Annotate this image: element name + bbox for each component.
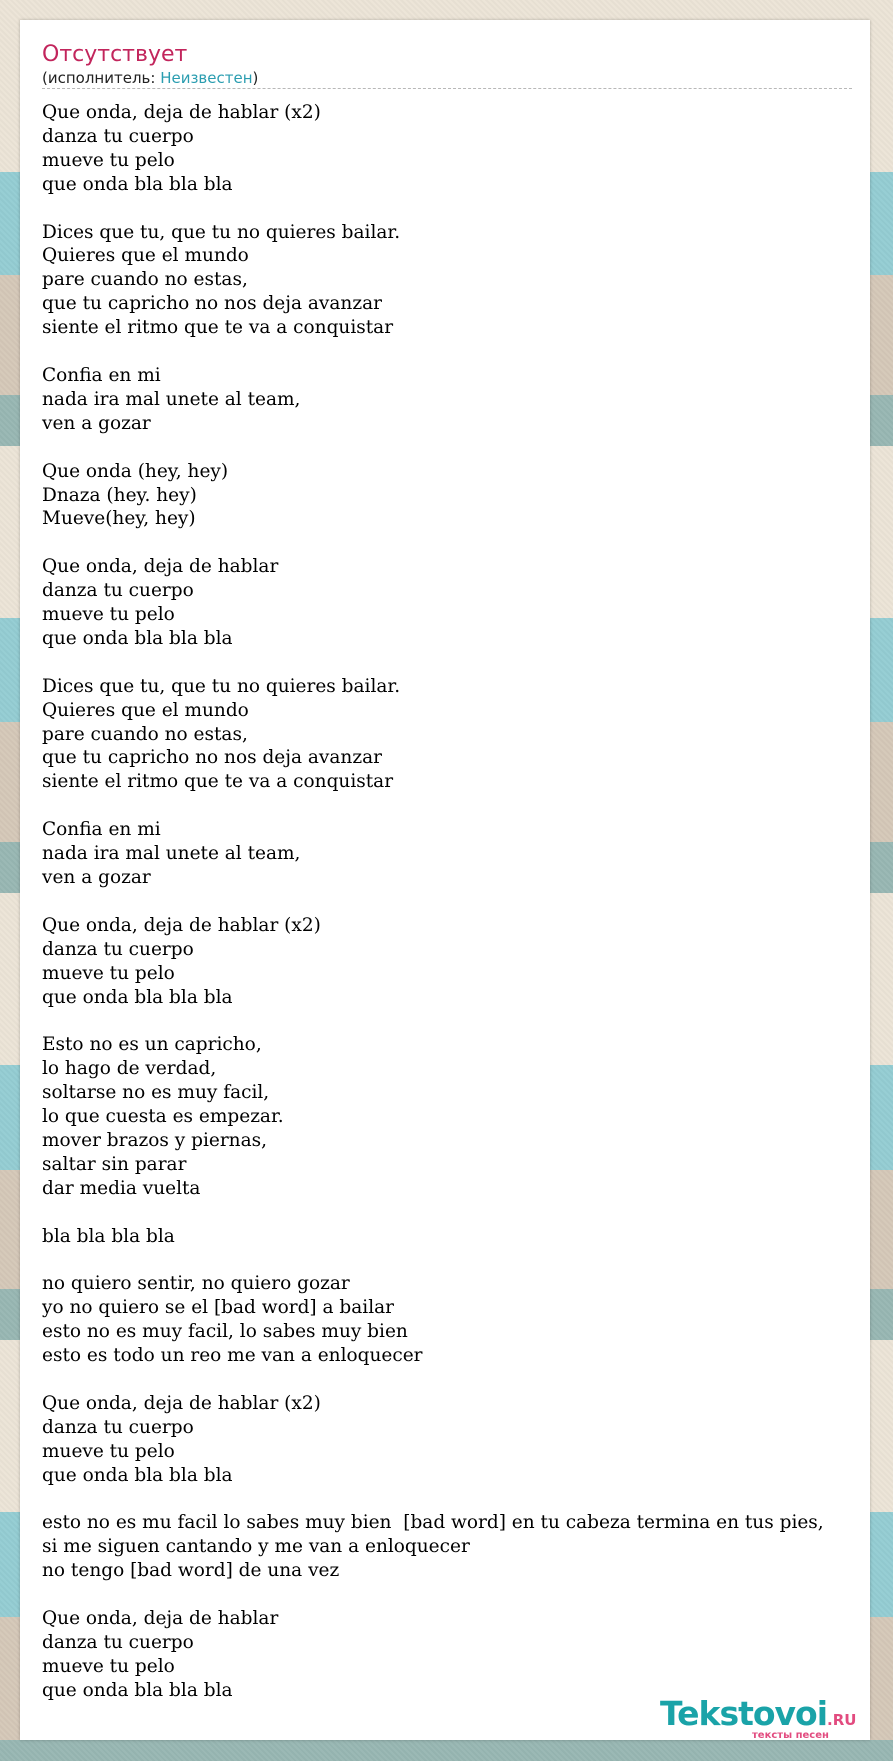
lyrics-text: Que onda, deja de hablar (x2) danza tu cuerpo mueve tu pelo que onda bla bla bla Dices que tu, que tu no quieres bailar. Quieres que el mundo pare cuando no estas, que tu capricho no nos deja avanzar siente el ritmo que te va a conquistar Confia en mi nada ira mal unete al team, ven a gozar Que onda (hey, hey) Dnaza (hey. hey) Mueve(hey, hey) Que onda, deja de hablar danza tu cuerpo mueve tu pelo que onda bla bla bla Dices que tu, que tu no quieres bailar. Quieres que el mundo pare cuando no estas, que tu capricho no nos deja avanzar siente el ritmo que te va a conquistar Confia en mi nada ira mal unete al team, ven a gozar Que onda, deja de hablar (x2) danza tu cuerpo mueve tu pelo que onda bla bla bla Esto no es un capricho, lo hago de verdad, soltarse no es muy facil, lo que cuesta es empezar. mover brazos y piernas, saltar sin parar dar media vuelta bla bla bla bla no quiero sentir, no quiero gozar yo no quiero se el [bad word] a bailar esto no es muy facil, lo sabes muy bien esto es todo un reo me van a enloquecer Que onda, deja de hablar (x2) danza tu cuerpo mueve tu pelo que onda bla bla bla esto no es mu facil lo sabes muy bien [bad word] en tu cabeza termina en tus pies, si me siguen cantando y me van a enloquecer no tengo [bad word] de una vez Que onda, deja de hablar danza tu cuerpo mueve tu pelo que onda bla bla bla [42,102,824,1701]
lyrics-card [20,20,870,1740]
logo-tagline: тексты песен [752,1730,829,1741]
song-title: Отсутствует [42,42,188,67]
artist-suffix: ) [252,69,259,87]
artist-link[interactable]: Неизвестен [160,69,253,87]
song-header [42,41,852,89]
logo-tld: .RU [827,1711,857,1729]
artist-line [42,69,852,87]
artist-prefix: (исполнитель: [42,69,161,87]
logo-name: Tekstovoi [660,1694,828,1733]
site-logo[interactable] [660,1696,860,1746]
